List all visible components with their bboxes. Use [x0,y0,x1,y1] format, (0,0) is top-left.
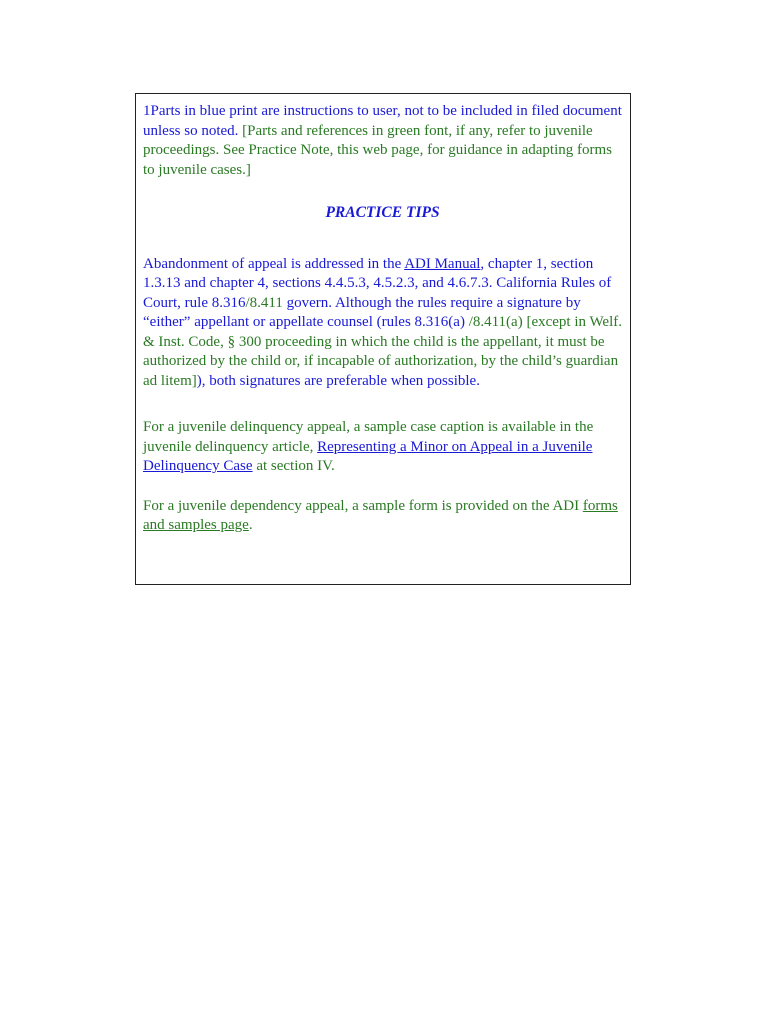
delinquency-text-end: at section IV. [252,458,335,474]
dependency-text-end: . [248,517,253,533]
abandonment-text-end: ), both signatures are preferable when possible. [196,372,480,389]
delinquency-text-start: For a juvenile delinquency appeal, a sample case caption is available in the juvenile delinquency article, [143,419,594,455]
dependency-tip-paragraph [143,497,622,536]
delinquency-article-link[interactable]: Representing a Minor on Appeal in a Juvenile Delinquency Case [143,438,593,474]
footnote-number: 1 [143,103,151,119]
delinquency-tip-paragraph [143,418,622,477]
forms-samples-link[interactable]: forms and samples page [143,497,618,533]
instructions-note [143,102,622,180]
abandonment-text-rules: , chapter 1, section 1.3.13 and chapter 4, sections 4.4.5.3, 4.5.2.3, and 4.6.7.3. California Rules of Court, rule 8.316 [143,255,612,311]
abandonment-tip-paragraph [143,255,622,392]
abandonment-text-start: Abandonment of appeal is addressed in the [143,255,405,272]
juvenile-rule-reference: /8.411 [245,294,283,311]
dependency-text-start: For a juvenile dependency appeal, a sample form is provided on the ADI [143,497,583,514]
practice-tips-box [135,93,631,585]
practice-tips-heading: PRACTICE TIPS [325,204,440,221]
juvenile-rule-exception: /8.411(a) [except in Welf. & Inst. Code, § 300 proceeding in which the child is the appellant, it must be authorized by the child or, if incapable of authorization, by the child’s guardian ad litem] [143,314,623,389]
abandonment-text-govern: govern. Although the rules require a signature by “either” appellant or appellate counsel (rules 8.316(a) [143,294,581,330]
adi-manual-link[interactable]: ADI Manual [404,255,481,272]
green-juvenile-note: [Parts and references in green font, if any, refer to juvenile proceedings. See Practice Note, this web page, for guidance in adapting forms to juvenile cases.] [143,122,613,178]
blue-instruction-text: Parts in blue print are instructions to user, not to be included in filed document unless so noted. [143,103,622,139]
